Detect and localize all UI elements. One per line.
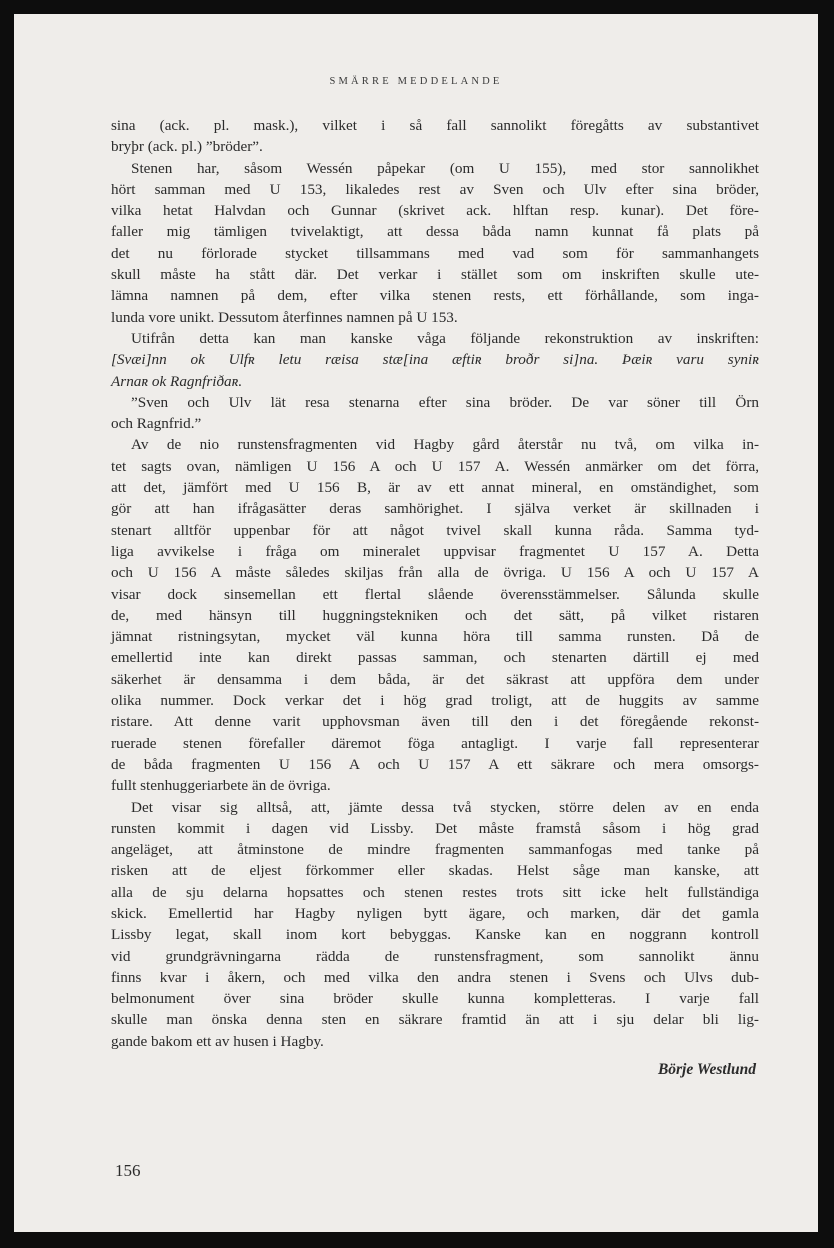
text-line: bryþr (ack. pl.) ”bröder”. [111, 138, 263, 156]
text-line: skick. Emellertid har Hagby nyligen bytt ägare, och marken, där det gamla [111, 904, 759, 922]
text-line: fullt stenhuggeriarbete än de övriga. [111, 777, 331, 795]
text-line: alla de sju delarna hopsattes och stenen restes trots sitt icke helt fullständiga [111, 883, 759, 901]
text-line: ”Sven och Ulv lät resa stenarna efter sina bröder. De var söner till Örn [131, 393, 759, 411]
text-line: och U 156 A måste således skiljas från alla de övriga. U 156 A och U 157 A [111, 564, 759, 582]
document-page [14, 14, 818, 1232]
text-line: lunda vore unikt. Dessutom återfinnes namnen på U 153. [111, 308, 458, 326]
text-line: skull måste ha stått där. Det verkar i stället som om inskriften skulle ute- [111, 266, 759, 284]
text-line: Av de nio runstensfragmenten vid Hagby gård återstår nu två, om vilka in- [131, 436, 759, 454]
body-text [111, 115, 759, 1052]
text-line: faller mig tämligen tvivelaktigt, att dessa båda namn kunnat få plats på [111, 223, 759, 241]
text-line: emellertid inte kan direkt passas samman, och stenarten därtill ej med [111, 649, 759, 667]
text-line: lämna namnen på dem, efter vilka stenen rests, ett förhållande, som inga- [111, 287, 759, 305]
text-line: och Ragnfrid.” [111, 415, 202, 433]
text-line: jämnat ristningsytan, mycket väl kunna höra till samma runsten. Då de [111, 628, 759, 646]
text-line: Stenen har, såsom Wessén påpekar (om U 155), med stor sannolikhet [131, 159, 759, 177]
author-signature: Börje Westlund [657, 1061, 756, 1078]
text-line: de, med hänsyn till huggningstekniken och det sätt, på vilket ristaren [111, 606, 759, 624]
text-line: att det, jämfört med U 156 B, är av ett annat mineral, en omständighet, som [111, 479, 759, 497]
text-line: Utifrån detta kan man kanske våga följande rekonstruktion av inskriften: [131, 329, 759, 347]
text-line: det nu förlorade stycket tillsammans med vad som för sammanhangets [111, 244, 759, 262]
text-line: de båda fragmenten U 156 A och U 157 A ett säkrare och mera omsorgs- [111, 755, 759, 773]
text-line: visar dock sinsemellan ett flertal slående överensstämmelser. Sålunda skulle [111, 585, 759, 603]
text-line: Det visar sig alltså, att, jämte dessa två stycken, större delen av en enda [131, 798, 759, 816]
text-line: hört samman med U 153, likaledes rest av Sven och Ulv efter sina bröder, [111, 180, 759, 198]
text-line: gör att han ifrågasätter deras samhörighet. I själva verket är skillnaden i [111, 500, 759, 518]
text-line: [Svæi]nn ok Ulfʀ letu ræisa stæ[ina æftiʀ broðr si]na. Þæiʀ varu syniʀ [111, 351, 759, 369]
text-line: risken att de eljest förkommer eller skadas. Helst såge man kanske, att [111, 862, 759, 880]
text-line: stenart alltför uppenbar för att något tvivel skall kunna råda. Samma tyd- [111, 521, 759, 539]
text-line: finns kvar i åkern, och med vilka den andra stenen i Svens och Ulvs dub- [111, 968, 759, 986]
text-line: runsten kommit i dagen vid Lissby. Det måste framstå såsom i hög grad [111, 819, 759, 837]
text-line: Lissby legat, skall inom kort bebyggas. Kanske kan en noggrann kontroll [111, 926, 759, 944]
text-line: angeläget, att åtminstone de mindre fragmenten sammanfogas med tanke på [111, 841, 759, 859]
text-line: skulle man önska denna sten en säkrare framtid än att i sju delar bli lig- [111, 1011, 759, 1029]
text-line: ristare. Att denne varit upphovsman även till den i det föregående rekonst- [111, 713, 759, 731]
text-line: olika nummer. Dock verkar det i hög grad troligt, att de huggits av samme [111, 692, 759, 710]
text-line: sina (ack. pl. mask.), vilket i så fall sannolikt föregåtts av substantivet [111, 117, 759, 134]
running-header: SMÄRRE MEDDELANDE [329, 76, 503, 87]
text-line: liga avvikelse i fråga om mineralet uppvisar fragmentet U 157 A. Detta [111, 542, 759, 560]
text-line: Arnaʀ ok Ragnfriðaʀ. [111, 372, 243, 390]
text-line: tet sagts ovan, nämligen U 156 A och U 157 A. Wessén anmärker om det förra, [111, 457, 759, 475]
page-number: 156 [115, 1161, 141, 1180]
text-line: vid grundgrävningarna rädda de runstensfragment, som sannolikt ännu [111, 947, 759, 965]
text-line: ruerade stenen förefaller däremot föga antagligt. I varje fall representerar [111, 734, 759, 752]
text-line: säkerhet är densamma i dem båda, är det säkrast att uppföra dem under [111, 670, 759, 688]
text-line: gande bakom ett av husen i Hagby. [111, 1032, 324, 1050]
text-line: vilka hetat Halvdan och Gunnar (skrivet ack. hlftan resp. kunar). Det före- [111, 202, 759, 220]
text-line: belmonument över sina bröder skulle kunna kompletteras. I varje fall [111, 990, 759, 1008]
